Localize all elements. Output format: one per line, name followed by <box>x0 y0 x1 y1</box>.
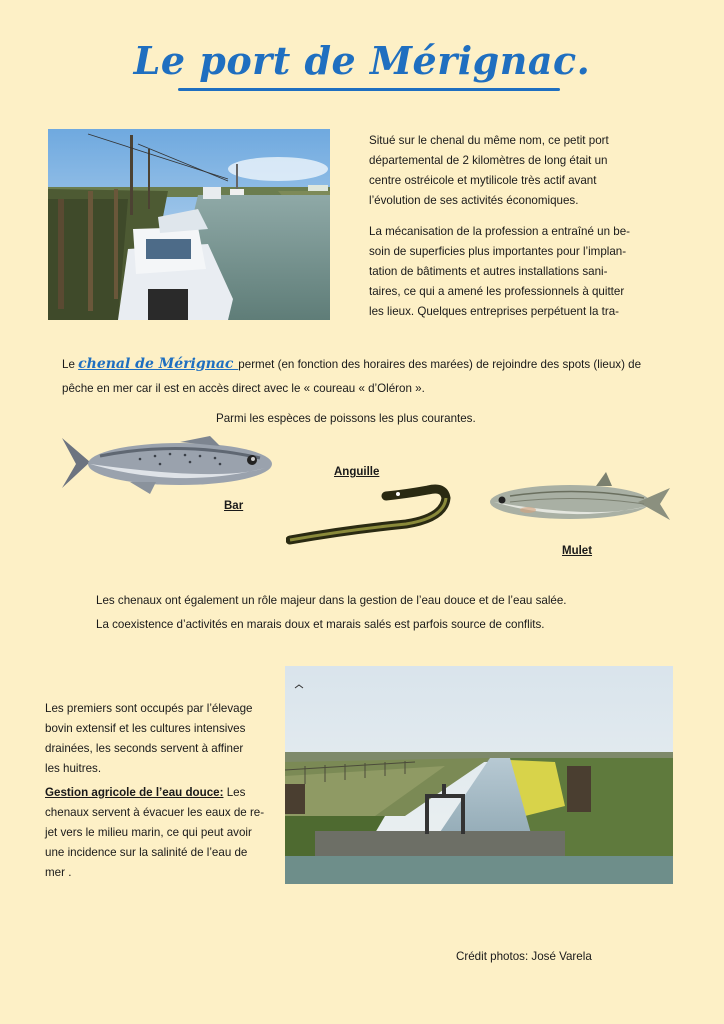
sluice-photo <box>285 666 673 884</box>
chenal-paragraph <box>62 352 682 401</box>
chenal-line-1 <box>62 352 682 377</box>
marais-heading: Gestion agricole de l’eau douce: <box>45 786 224 799</box>
intro-line: taires, ce qui a amené les professionnels à quitter <box>369 285 625 298</box>
photo-credit: Crédit photos: José Varela <box>456 950 592 963</box>
intro-paragraph-2 <box>369 222 669 322</box>
marais-line: mer . <box>45 866 72 879</box>
chenal-line-2: pêche en mer car il est en accès direct avec le « coureau « d’Oléron ». <box>62 382 425 395</box>
intro-line: tation de bâtiments et autres installations sani- <box>369 265 608 278</box>
intro-paragraph-1 <box>369 131 669 211</box>
intro-line: l’évolution de ses activités économiques. <box>369 194 579 207</box>
marais-line: jet vers le milieu marin, ce qui peut avoir <box>45 826 252 839</box>
intro-line: départemental de 2 kilomètres de long était un <box>369 154 608 167</box>
fish-intro: Parmi les espèces de poissons les plus courantes. <box>216 412 476 425</box>
eel-image <box>286 484 458 550</box>
marais-line: Les premiers sont occupés par l’élevage <box>45 702 253 715</box>
gestion-line-2: La coexistence d’activités en marais doux et marais salés est parfois source de conflits. <box>96 618 545 631</box>
marais-heading-rest: Les <box>223 786 246 799</box>
intro-line: La mécanisation de la profession a entraîné un be- <box>369 225 631 238</box>
intro-line: Situé sur le chenal du même nom, ce petit port <box>369 134 609 147</box>
chenal-highlight: chenal de Mérignac <box>78 356 239 372</box>
mulet-fish-image <box>488 470 672 530</box>
marais-line: chenaux servent à évacuer les eaux de re- <box>45 806 265 819</box>
intro-line: centre ostréicole et mytilicole très actif avant <box>369 174 597 187</box>
marais-line: bovin extensif et les cultures intensives <box>45 722 246 735</box>
intro-line: soin de superficies plus importantes pour l’implan- <box>369 245 627 258</box>
marais-line: les huitres. <box>45 762 102 775</box>
bar-label: Bar <box>224 500 244 512</box>
mulet-label: Mulet <box>562 545 593 557</box>
gestion-paragraph <box>96 589 696 637</box>
gestion-line-1: Les chenaux ont également un rôle majeur dans la gestion de l’eau douce et de l’eau salée. <box>96 594 567 607</box>
marais-paragraph <box>45 699 285 883</box>
marais-heading-line <box>45 783 285 803</box>
title-underline <box>178 88 560 91</box>
page-title: Le port de Mérignac. <box>133 38 591 83</box>
marais-line: une incidence sur la salinité de l’eau de <box>45 846 248 859</box>
chenal-prefix: Le <box>62 358 79 371</box>
anguille-label: Anguille <box>334 466 380 478</box>
marais-line: drainées, les seconds servent à affiner <box>45 742 244 755</box>
chenal-line1-rest: permet (en fonction des horaires des marées) de rejoindre des spots (lieux) de <box>238 358 642 371</box>
intro-line: les lieux. Quelques entreprises perpétuent la tra- <box>369 305 620 318</box>
bar-fish-image <box>60 434 272 496</box>
harbour-photo <box>48 129 330 320</box>
